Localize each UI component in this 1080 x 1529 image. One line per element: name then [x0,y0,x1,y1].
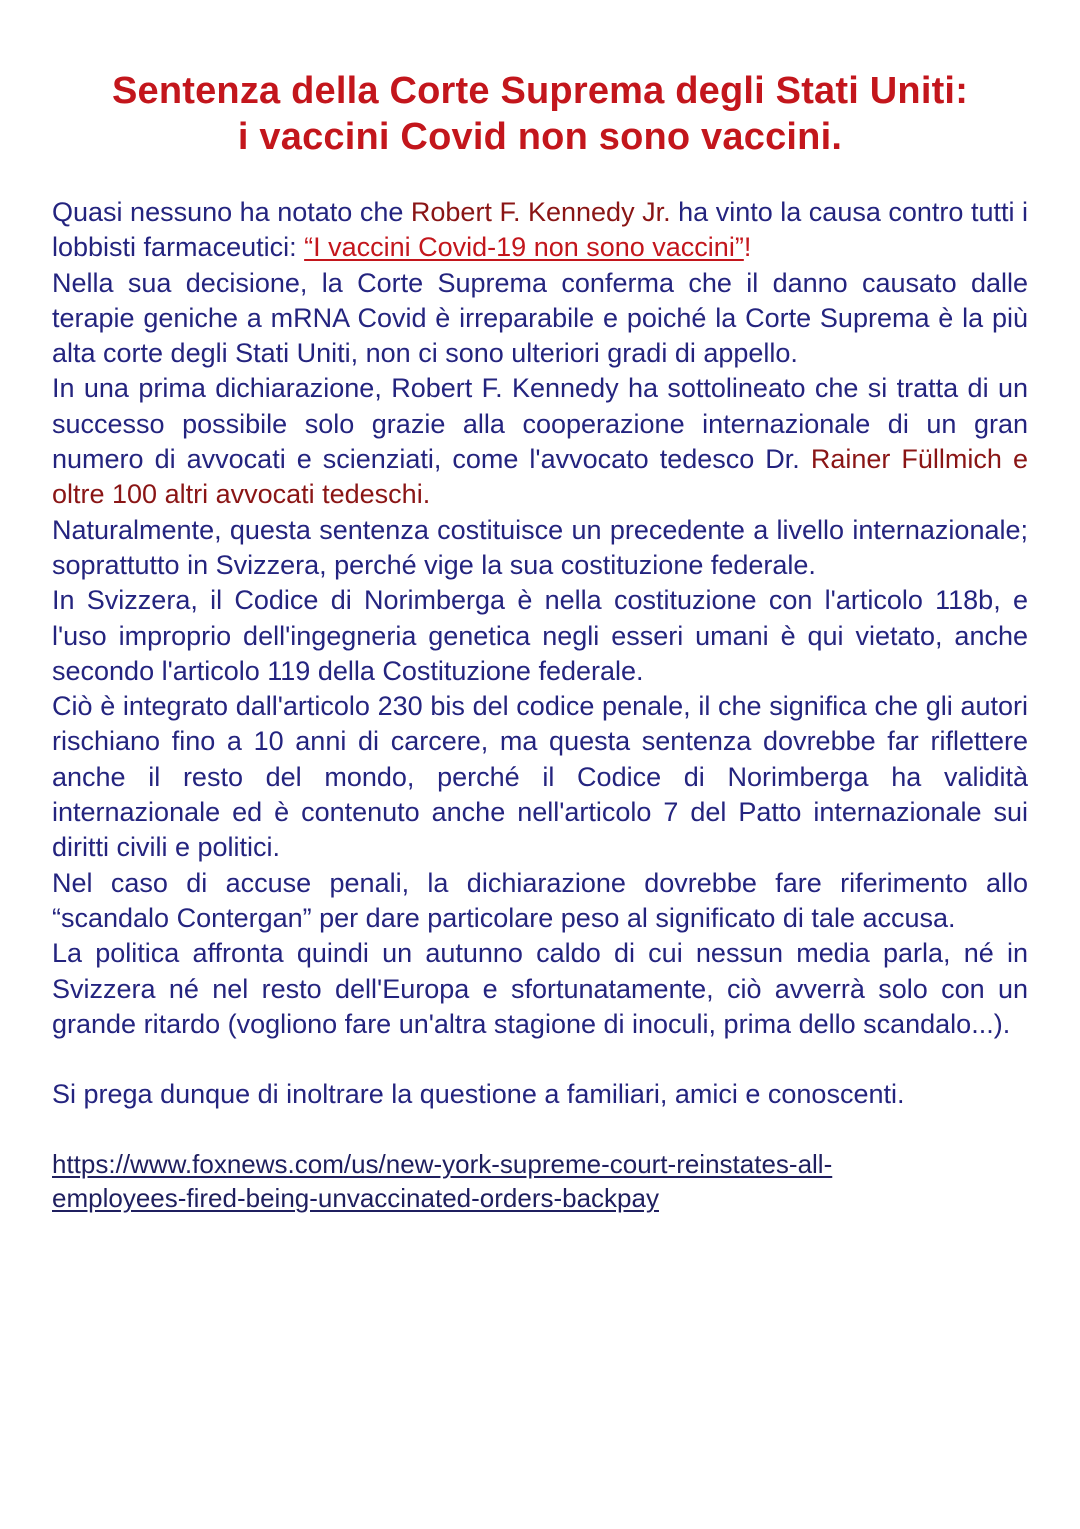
article-body [52,195,1028,1215]
quote-link[interactable]: “I vaccini Covid-19 non sono vaccini” [304,232,744,263]
quote-exclamation: ! [743,232,752,263]
paragraph-politics: La politica affronta quindi un autunno caldo di cui nessun media parla, né in Svizzera né nel resto dell'Europa e sfortunatamente, ciò avverrà solo con un grande ritardo (vogliono fare un'altra stagione di inoculi, prima dello scandalo...). [52,938,1028,1039]
intro-lead: Quasi nessuno ha notato che [52,197,411,227]
paragraph-accusations: Nel caso di accuse penali, la dichiarazione dovrebbe fare riferimento allo “scandalo Contergan” per dare particolare peso al significato di tale accusa. [52,867,1028,933]
person-name-kennedy: Robert F. Kennedy Jr. [410,197,671,227]
paragraph-decision: Nella sua decisione, la Corte Suprema conferma che il danno causato dalle terapie geniche a mRNA Covid è irreparabile e poiché la Corte Suprema è la più alta corte degli Stati Uniti, non ci sono ulteriori gradi di appello. [52,267,1028,369]
spacer [52,1042,1028,1077]
statement-lead: In una prima dichiarazione, Robert F. Kennedy ha sottolineato che si tratta di un successo possibile solo grazie alla cooperazione internazionale di un gran numero di avvocati e scienziati, come l'avvocato tedesco Dr. [52,373,1028,475]
paragraph-penal-code: Ciò è integrato dall'articolo 230 bis del codice penale, il che significa che gli autori rischiano fino a 10 anni di carcere, ma questa sentenza dovrebbe far riflettere anche il resto del mondo, perché il Codice di Norimberga ha validità internazionale ed è contenuto anche nell'articolo 7 del Patto internazionale sui diritti civili e politici. [52,691,1028,863]
title-line-2: i vaccini Covid non sono vaccini. [237,116,843,158]
page-title [52,68,1028,160]
source-link-line-1[interactable]: https://www.foxnews.com/us/new-york-supreme-court-reinstates-all- [52,1149,833,1180]
paragraph-precedent: Naturalmente, questa sentenza costituisce un precedente a livello internazionale; soprattutto in Svizzera, perché vige la sua costituzione federale. [52,514,1028,580]
intro-mid: ha vinto la causa contro tutti i lobbisti farmaceutici: [52,197,1028,263]
paragraph-statement [52,371,1028,512]
title-line-1: Sentenza della Corte Suprema degli Stati Uniti: [111,70,969,112]
source-link-block [52,1147,1028,1215]
paragraph-intro [52,195,1028,266]
source-link-line-2[interactable]: employees-fired-being-unvaccinated-orders-backpay [52,1183,659,1214]
paragraph-switzerland: In Svizzera, il Codice di Norimberga è nella costituzione con l'articolo 118b, e l'uso improprio dell'ingegneria genetica negli esseri umani è qui vietato, anche secondo l'articolo 119 della Costituzione federale. [52,585,1028,686]
statement-accent: Rainer Füllmich e oltre 100 altri avvocati tedeschi. [52,444,1028,510]
closing-request: Si prega dunque di inoltrare la questione a familiari, amici e conoscenti. [52,1079,905,1110]
